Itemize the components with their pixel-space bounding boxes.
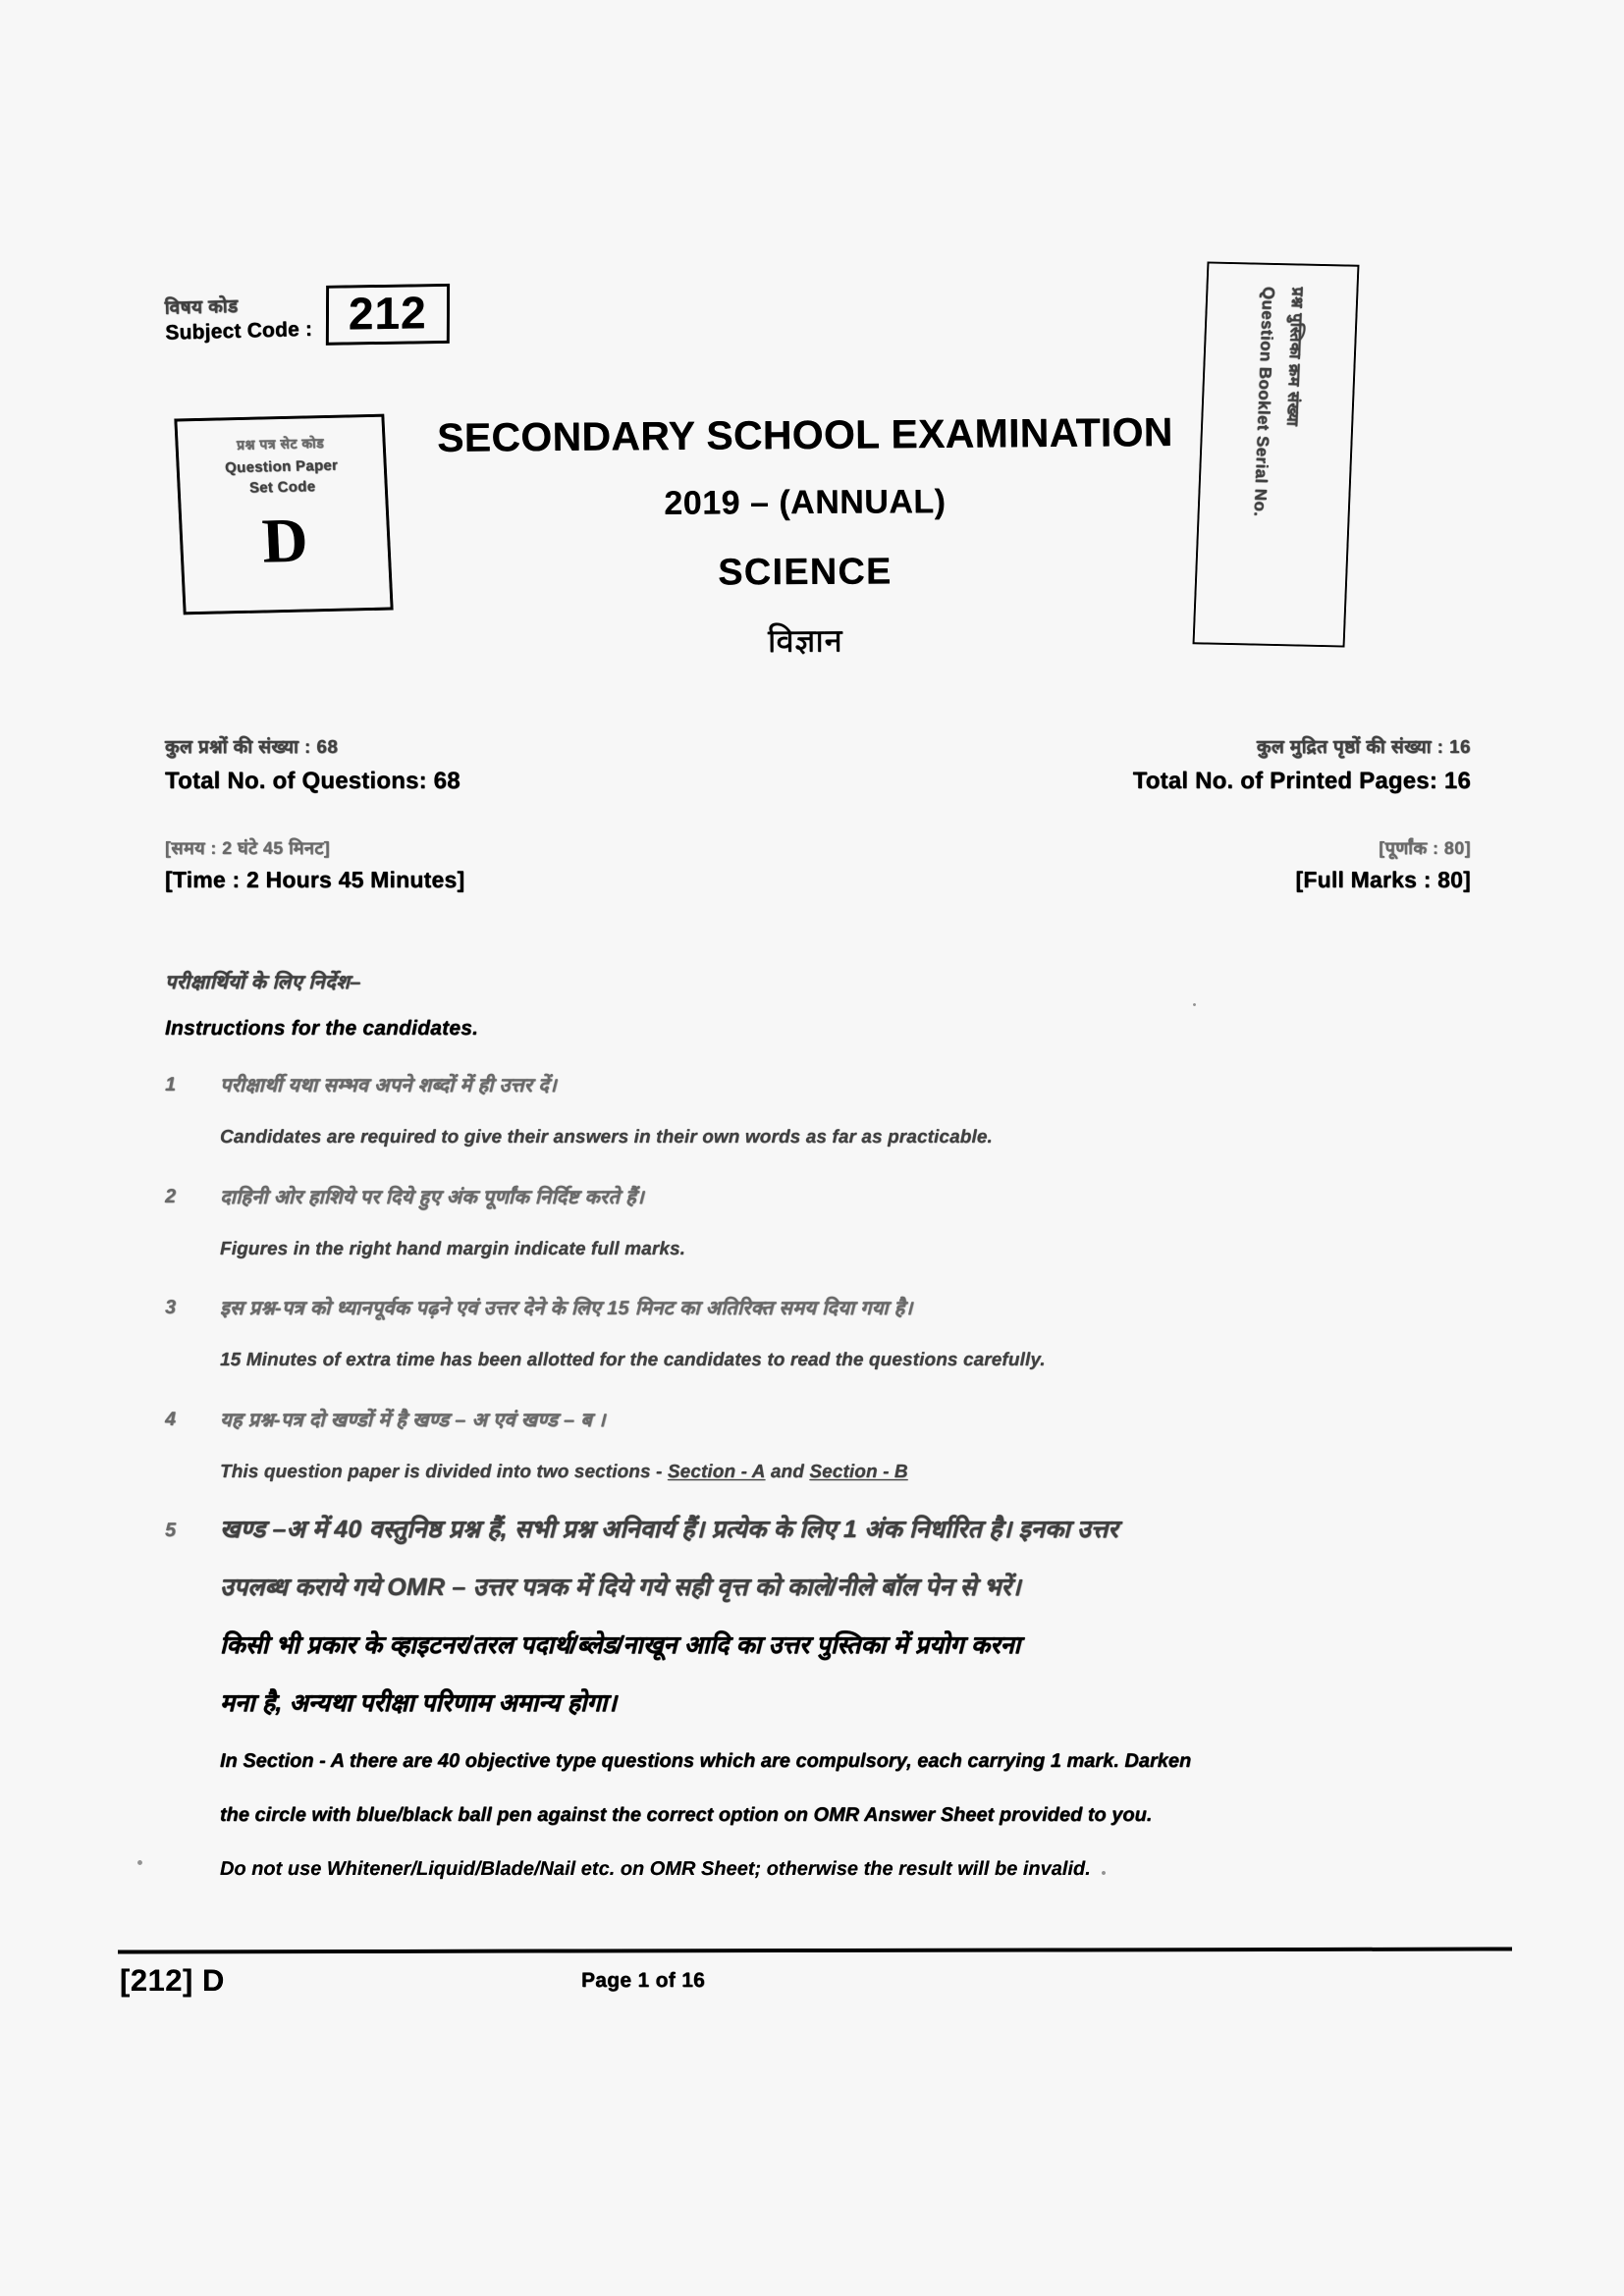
instruction5-hindi-line: मना है, अन्यथा परीक्षा परिणाम अमान्य होगा। (220, 1689, 618, 1718)
meta-row-time-marks (165, 835, 1471, 896)
instructions-heading-hindi: परीक्षार्थियों के लिए निर्देश– (165, 972, 361, 993)
total-pages-hindi: कुल मुद्रित पृष्ठों की संख्या : 16 (1256, 737, 1471, 758)
instruction-body (220, 1072, 1466, 1177)
exam-subject: SCIENCE (718, 551, 893, 594)
set-code-label-english-line2: Set Code (248, 478, 316, 497)
time-col (165, 835, 464, 896)
marks-hindi: [पूर्णांक : 80] (1379, 838, 1471, 859)
time-english: [Time : 2 Hours 45 Minutes] (165, 867, 465, 893)
serial-label-hindi: प्रश्न पुस्तिका क्रम संख्या (1283, 287, 1307, 427)
instruction-english-prefix: This question paper is divided into two sections - (220, 1461, 668, 1482)
exam-title: SECONDARY SCHOOL EXAMINATION (437, 409, 1173, 460)
subject-code-block (164, 283, 450, 350)
marks-english: [Full Marks : 80] (1295, 867, 1471, 893)
instruction5-hindi-line: खण्ड –अ में 40 वस्तुनिष्ठ प्रश्न हैं, सभी प्रश्न अनिवार्य हैं। प्रत्येक के लिए 1 अंक निर्धारित है। इनका उत्तर (220, 1516, 1118, 1544)
instruction-item (165, 1518, 1466, 1911)
instruction-item (165, 1184, 1466, 1289)
instructions-heading-english: Instructions for the candidates. (165, 1017, 479, 1040)
total-questions-english: Total No. of Questions: 68 (165, 767, 460, 794)
instruction-body (220, 1184, 1466, 1289)
instruction-number: 3 (165, 1297, 177, 1319)
instruction-hindi: इस प्रश्न-पत्र को ध्यानपूर्वक पढ़ने एवं उत्तर देने के लिए 15 मिनट का अतिरिक्त समय दिया गया है। (220, 1298, 913, 1320)
exam-year: 2019 – (ANNUAL) (664, 483, 947, 522)
total-questions-hindi: कुल प्रश्नों की संख्या : 68 (165, 737, 339, 758)
total-pages-english: Total No. of Printed Pages: 16 (1132, 767, 1471, 794)
instruction5-hindi-line: उपलब्ध कराये गये OMR – उत्तर पत्रक में दिये गये सही वृत्त को काले/नीले बॉल पेन से भरें। (220, 1574, 1021, 1602)
serial-label-english: Question Booklet Serial No. (1251, 286, 1279, 517)
instruction-number: 4 (165, 1408, 177, 1430)
footer-paper-code: [212] D (120, 1963, 225, 1998)
page-title-block (393, 409, 1218, 662)
scan-speck (1102, 1871, 1106, 1875)
section-b-label: Section - B (809, 1461, 908, 1482)
instruction-number: 2 (165, 1185, 177, 1207)
exam-meta-block (165, 734, 1471, 897)
meta-row-questions-pages (165, 734, 1471, 798)
instruction-hindi: परीक्षार्थी यथा सम्भव अपने शब्दों में ही उत्तर दें। (220, 1075, 557, 1096)
instruction-english-joiner: and (765, 1461, 810, 1482)
subject-code-labels (164, 293, 312, 349)
instruction-item (165, 1072, 1466, 1177)
instruction5-english-line: Do not use Whitener/Liquid/Blade/Nail etc. on OMR Sheet; otherwise the result will be invalid. (220, 1858, 1091, 1881)
set-code-box (174, 414, 393, 615)
instruction-hindi: दाहिनी ओर हाशिये पर दिये हुए अंक पूर्णांक निर्दिष्ट करते हैं। (220, 1186, 644, 1208)
instruction-english (220, 1460, 1466, 1486)
exam-subject-hindi: विज्ञान (767, 621, 843, 660)
instructions-heading-block (165, 968, 478, 1041)
subject-code-value-box (326, 284, 450, 346)
instruction-body (220, 1407, 1466, 1512)
scan-speck (1193, 1003, 1196, 1006)
instruction-number: 5 (165, 1520, 177, 1542)
instruction-number: 1 (165, 1074, 177, 1095)
instruction5-english-line: In Section - A there are 40 objective type questions which are compulsory, each carrying 1 mark. Darken (220, 1750, 1192, 1773)
instruction-english: Candidates are required to give their answers in their own words as far as practicable. (220, 1127, 993, 1148)
subject-code-value: 212 (348, 287, 427, 340)
section-a-label: Section - A (667, 1461, 766, 1482)
instruction-item (165, 1295, 1466, 1400)
subject-code-label-hindi: विषय कोड (164, 295, 239, 319)
instruction5-english-line: the circle with blue/black ball pen against the correct option on OMR Answer Sheet provided to you. (220, 1804, 1153, 1827)
instructions-list (165, 1072, 1466, 1918)
footer-page-number: Page 1 of 16 (581, 1969, 706, 1992)
instruction-english: Figures in the right hand margin indicate full marks. (220, 1238, 686, 1259)
instruction-body (220, 1295, 1466, 1400)
page-footer (120, 1963, 1514, 1999)
time-hindi: [समय : 2 घंटे 45 मिनट] (165, 838, 331, 859)
instruction-hindi: यह प्रश्न-पत्र दो खण्डों में है खण्ड – अ एवं खण्ड – ब । (220, 1409, 606, 1431)
marks-col (1296, 835, 1472, 896)
total-pages-col (1133, 734, 1471, 798)
set-code-value: D (260, 505, 310, 576)
instruction5-hindi-line: किसी भी प्रकार के व्हाइटनर/तरल पदार्थ/ब्लेड/नाखून आदि का उत्तर पुस्तिका में प्रयोग करना (220, 1631, 1021, 1660)
footer-divider (118, 1948, 1512, 1954)
instruction-english: 15 Minutes of extra time has been allotted for the candidates to read the questions carefully. (220, 1350, 1046, 1371)
set-code-label-english-line1: Question Paper (224, 456, 339, 477)
scan-speck (137, 1860, 142, 1865)
serial-box-labels (1194, 264, 1361, 650)
total-questions-col (165, 734, 460, 798)
subject-code-label-english: Subject Code : (165, 317, 313, 345)
instruction-item (165, 1407, 1466, 1512)
set-code-label-hindi: प्रश्न पत्र सेट कोड (236, 435, 325, 454)
instruction-body (220, 1518, 1466, 1911)
